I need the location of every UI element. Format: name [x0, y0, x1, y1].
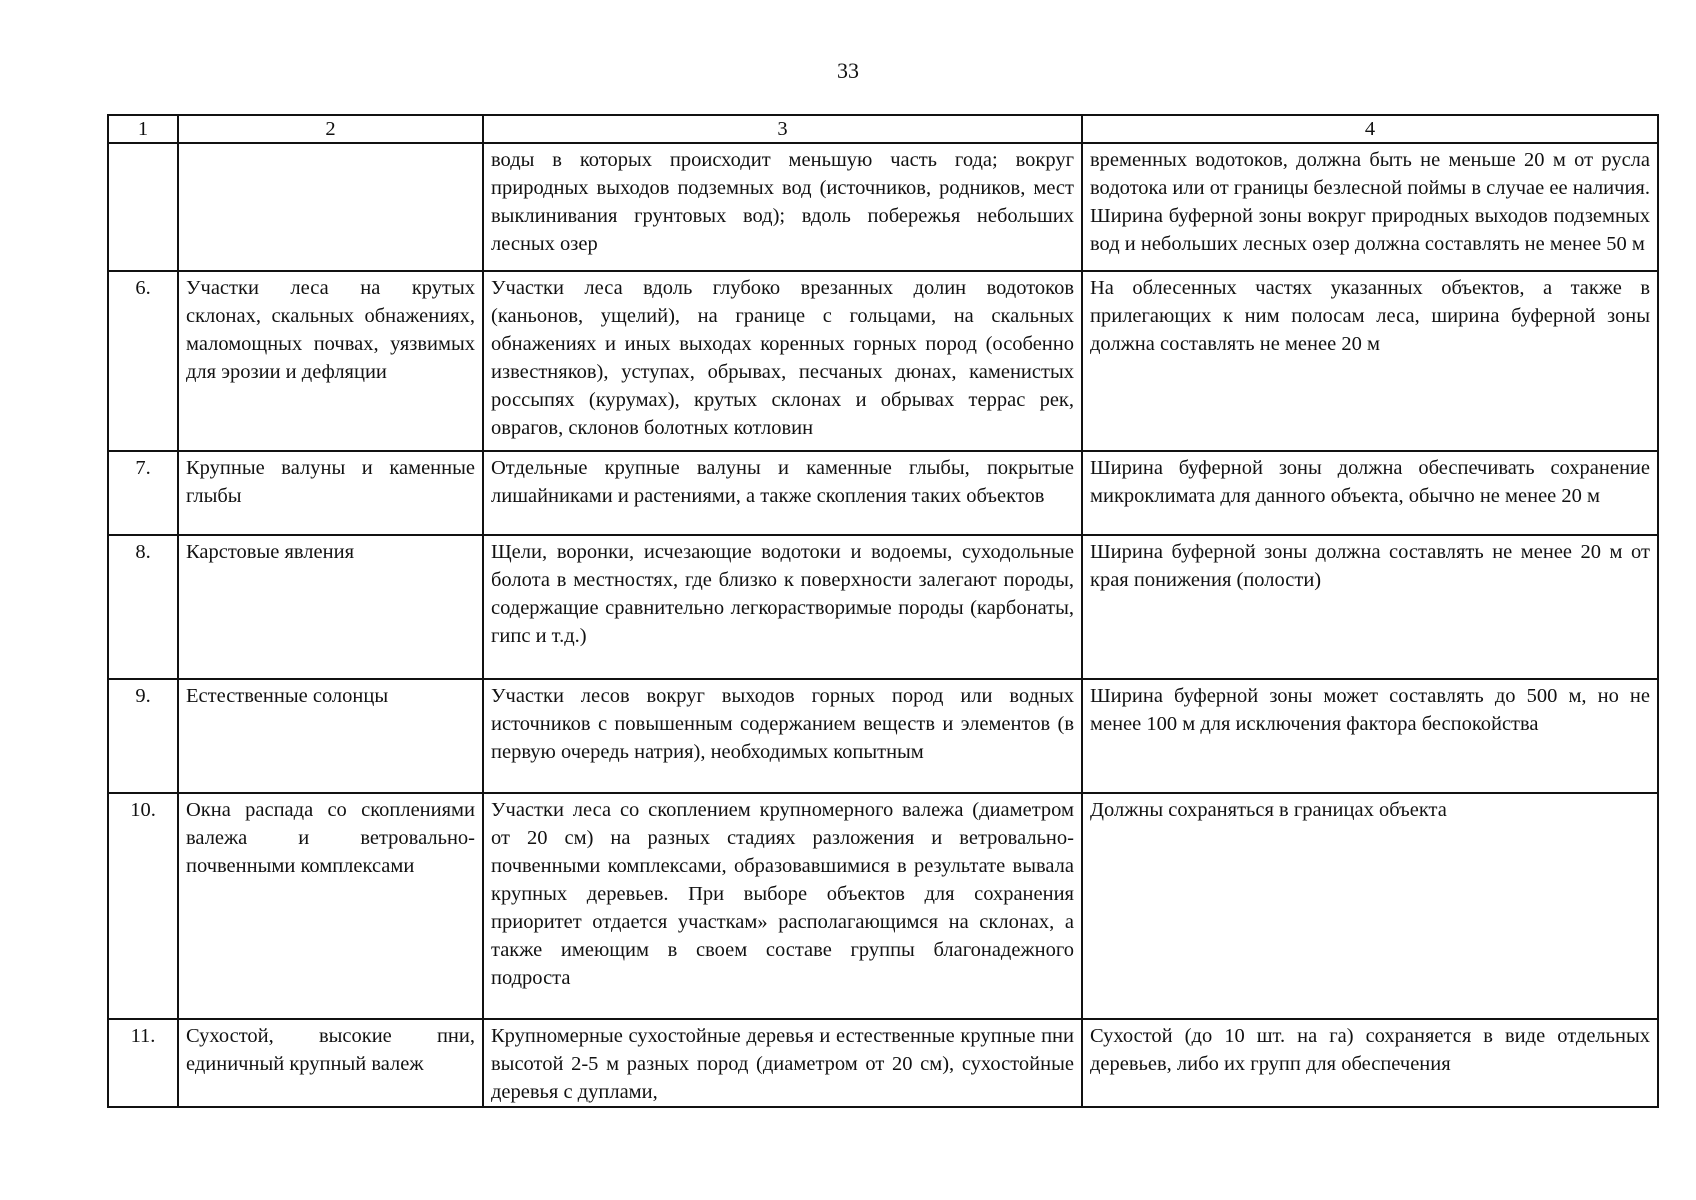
object-name-cell: Крупные валуны и каменные глыбы: [178, 451, 483, 535]
description-cell: Участки леса со скоплением крупномерного валежа (диаметром от 20 см) на разных стадиях разложения и ветровально-почвенными комплексами, образовавшимися в результате вывала крупных деревьев. При выборе объектов для сохранения приоритет отдается участкам» располагающимся на склонах, а также имеющим в своем составе группы благонадежного подроста: [483, 793, 1082, 1019]
description-cell: Участки лесов вокруг выходов горных пород или водных источников с повышенным содержанием веществ и элементов (в первую очередь натрия), необходимых копытным: [483, 679, 1082, 793]
buffer-zone-cell: Ширина буферной зоны должна составлять не менее 20 м от края понижения (полости): [1082, 535, 1658, 679]
object-name-cell: Карстовые явления: [178, 535, 483, 679]
buffer-zone-cell: Сухостой (до 10 шт. на га) сохраняется в виде отдельных деревьев, либо их групп для обеспечения: [1082, 1019, 1658, 1107]
buffer-zone-cell: Должны сохраняться в границах объекта: [1082, 793, 1658, 1019]
buffer-zone-cell: Ширина буферной зоны должна обеспечивать сохранение микроклимата для данного объекта, обычно не менее 20 м: [1082, 451, 1658, 535]
table-row: [108, 679, 1658, 793]
row-number: 9.: [108, 679, 178, 793]
column-header-2: 2: [178, 115, 483, 143]
buffer-zone-cell: На облесенных частях указанных объектов, а также в прилегающих к ним полосам леса, ширина буферной зоны должна составлять не менее 20 м: [1082, 271, 1658, 451]
column-header-4: 4: [1082, 115, 1658, 143]
object-name-cell: Сухостой, высокие пни, единичный крупный валеж: [178, 1019, 483, 1107]
row-number: 10.: [108, 793, 178, 1019]
object-name-cell: Естественные солонцы: [178, 679, 483, 793]
table-row: [108, 271, 1658, 451]
description-cell: Крупномерные сухостойные деревья и естественные крупные пни высотой 2-5 м разных пород (диаметром от 20 см), сухостойные деревья с дуплами,: [483, 1019, 1082, 1107]
description-cell: Щели, воронки, исчезающие водотоки и водоемы, суходольные болота в местностях, где близко к поверхности залегают породы, содержащие сравнительно легкорастворимые породы (карбонаты, гипс и т.д.): [483, 535, 1082, 679]
table-row: [108, 143, 1658, 271]
buffer-zone-cell: временных водотоков, должна быть не меньше 20 м от русла водотока или от границы безлесной поймы в случае ее наличия. Ширина буферной зоны вокруг природных выходов подземных вод и небольших лесных озер должна составлять не менее 50 м: [1082, 143, 1658, 271]
table-header-row: [108, 115, 1658, 143]
row-number: 6.: [108, 271, 178, 451]
buffer-zone-cell: Ширина буферной зоны может составлять до 500 м, но не менее 100 м для исключения фактора беспокойства: [1082, 679, 1658, 793]
row-number: 11.: [108, 1019, 178, 1107]
page-number: 33: [837, 58, 859, 83]
row-number: [108, 143, 178, 271]
table-row: [108, 1019, 1658, 1107]
object-name-cell: Окна распада со скоплениями валежа и ветровально-почвенными комплексами: [178, 793, 483, 1019]
table-row: [108, 793, 1658, 1019]
row-number: 7.: [108, 451, 178, 535]
description-cell: Отдельные крупные валуны и каменные глыбы, покрытые лишайниками и растениями, а также скопления таких объектов: [483, 451, 1082, 535]
row-number: 8.: [108, 535, 178, 679]
description-cell: Участки леса вдоль глубоко врезанных долин водотоков (каньонов, ущелий), на границе с гольцами, на скальных обнажениях и иных выходах коренных горных пород (особенно известняков), уступах, обрывах, песчаных дюнах, каменистых россыпях (курумах), крутых склонах и обрывах террас рек, оврагов, склонов болотных котловин: [483, 271, 1082, 451]
object-name-cell: [178, 143, 483, 271]
description-cell: воды в которых происходит меньшую часть года; вокруг природных выходов подземных вод (источников, родников, мест выклинивания грунтовых вод); вдоль побережья небольших лесных озер: [483, 143, 1082, 271]
column-header-1: 1: [108, 115, 178, 143]
protected-objects-table: [107, 114, 1659, 1108]
table-row: [108, 451, 1658, 535]
table-row: [108, 535, 1658, 679]
column-header-3: 3: [483, 115, 1082, 143]
object-name-cell: Участки леса на крутых склонах, скальных обнажениях, маломощных почвах, уязвимых для эрозии и дефляции: [178, 271, 483, 451]
